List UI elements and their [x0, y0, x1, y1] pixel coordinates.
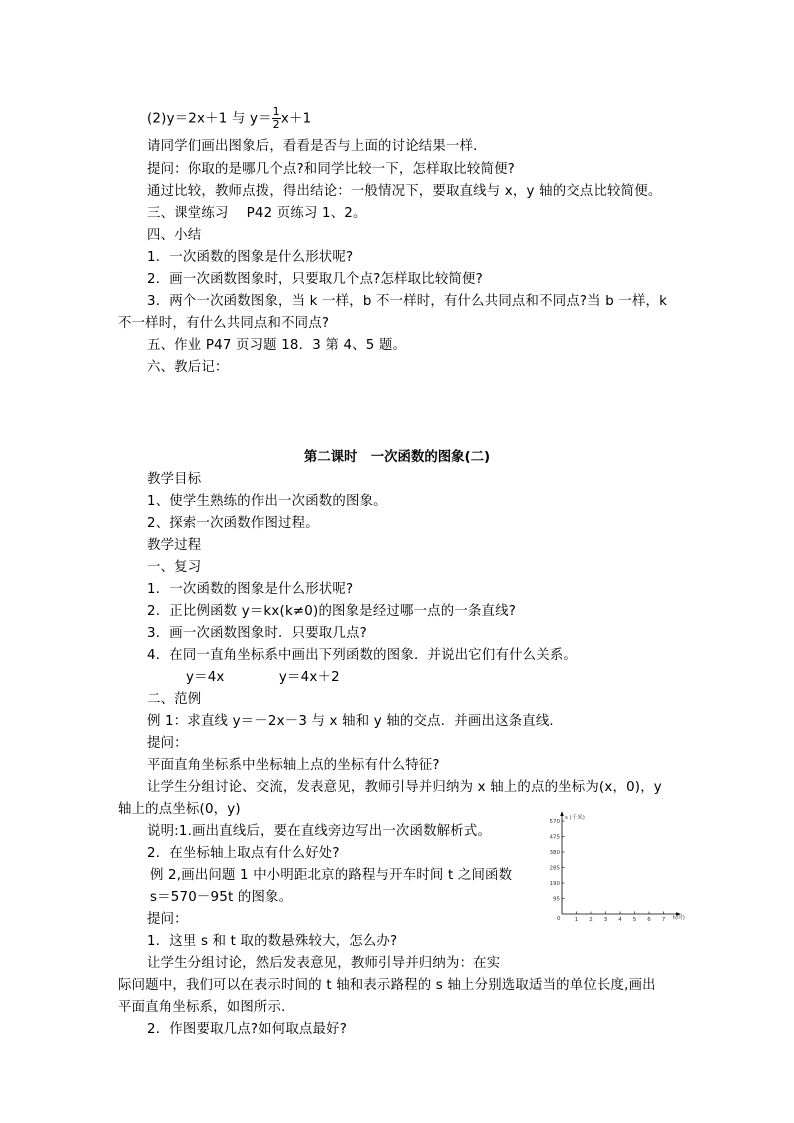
text-line: 通过比较，教师点拨，得出结论：一般情况下，要取直线与 x，y 轴的交点比较简便。: [147, 184, 662, 199]
text-line: 2．画一次函数图象时，只要取几个点?怎样取比较简便?: [147, 272, 483, 287]
x-axis: [562, 912, 681, 915]
x-axis-label: t(时): [673, 915, 685, 921]
text-line: 3．画一次函数图象时．只要取几点?: [147, 626, 367, 641]
text-line: 轴上的点坐标(0，y): [118, 802, 241, 817]
lesson-title: 第二课时 一次函数的图象(二): [303, 450, 491, 465]
y-axis-label: s (千米): [565, 815, 585, 821]
text-line: 1．这里 s 和 t 取的数悬殊较大，怎么办?: [147, 934, 398, 949]
formula-line: [147, 106, 311, 131]
x-tick-label: 4: [618, 917, 622, 922]
y-tick-label: 380: [549, 850, 560, 856]
function-list: y＝4x y＝4x＋2: [186, 670, 340, 685]
text-line: 让学生分组讨论、交流，发表意见，教师引导并归纳为 x 轴上的点的坐标为(x，0)，y: [147, 780, 662, 795]
text-line: 4．在同一直角坐标系中画出下列函数的图象．并说出它们有什么关系。: [147, 648, 578, 663]
text-line: 2．作图要取几点?如何取点最好?: [147, 1022, 348, 1037]
text-line: 五、作业 P47 页习题 18．3 第 4、5 题。: [147, 338, 407, 353]
text-line: 2、探索一次函数作图过程。: [147, 516, 319, 531]
formula-suffix: x＋1: [280, 111, 312, 127]
text-line: 1、使学生熟练的作出一次函数的图象。: [147, 494, 387, 509]
section-heading: 教学目标: [147, 472, 202, 487]
y-tick-label: 95: [553, 896, 560, 903]
x-tick-label: 6: [647, 917, 651, 922]
text-line: 1．一次函数的图象是什么形状呢?: [147, 250, 354, 265]
text-line: 不一样时，有什么共同点和不同点?: [118, 316, 330, 331]
x-tick-label: 1: [574, 917, 579, 922]
section-heading: 四、小结: [147, 228, 202, 243]
text-line: 2．在坐标轴上取点有什么好处?: [147, 846, 340, 861]
text-line: 说明:1.画出直线后，要在直线旁边写出一次函数解析式。: [147, 824, 492, 839]
text-line: 3．两个一次函数图象，当 k 一样，b 不一样时，有什么共同点和不同点?当 b 一样，k: [147, 294, 668, 309]
coordinate-system-figure: [540, 810, 690, 922]
origin-label: 0: [557, 916, 561, 922]
section-heading: 教学过程: [147, 538, 202, 553]
text-line: 2．正比例函数 y＝kx(k≠0)的图象是经过哪一点的一条直线?: [147, 604, 517, 619]
section-heading: 一、复习: [147, 560, 202, 575]
text-line: 提问：你取的是哪几个点?和同学比较一下，怎样取比较简便?: [147, 162, 515, 177]
x-ticks: [575, 912, 666, 923]
fraction: [272, 106, 281, 131]
text-line: 提问：: [147, 912, 188, 927]
text-line: 平面直角坐标系中坐标轴上点的坐标有什么特征?: [147, 758, 440, 773]
text-line: 例 2,画出问题 1 中小明距北京的路程与开车时间 t 之间函数: [150, 868, 513, 883]
text-line: 平面直角坐标系，如图所示．: [118, 1000, 295, 1015]
text-line: 让学生分组讨论，然后发表意见，教师引导并归纳为：在实: [147, 956, 501, 971]
formula-prefix: (2)y＝2x＋1 与 y＝: [147, 111, 272, 127]
text-line: 1．一次函数的图象是什么形状呢?: [147, 582, 354, 597]
section-heading: 二、范例: [147, 692, 202, 707]
text-line: 提问：: [147, 736, 188, 751]
y-tick-label: 190: [549, 881, 560, 887]
text-line: 六、教后记：: [147, 360, 229, 375]
y-tick-label: 570: [549, 819, 560, 825]
text-line: s＝570－95t 的图象。: [150, 890, 293, 905]
fraction-denominator: 2: [272, 118, 280, 131]
y-tick-label: 475: [549, 834, 560, 841]
text-line: 三、课堂练习 P42 页练习 1、2。: [147, 206, 367, 221]
y-tick-label: 285: [549, 865, 560, 872]
x-tick-label: 2: [589, 917, 593, 922]
fraction-numerator: 1: [272, 105, 280, 118]
text-line: 请同学们画出图象后，看看是否与上面的讨论结果一样．: [147, 139, 487, 154]
text-line: 际问题中，我们可以在表示时间的 t 轴和表示路程的 s 轴上分别选取适当的单位长度,画出: [118, 978, 656, 993]
x-tick-label: 5: [632, 917, 637, 922]
x-tick-label: 7: [661, 917, 666, 922]
x-tick-label: 3: [603, 917, 608, 922]
text-line: 例 1：求直线 y＝－2x－3 与 x 轴和 y 轴的交点．并画出这条直线．: [147, 714, 564, 729]
